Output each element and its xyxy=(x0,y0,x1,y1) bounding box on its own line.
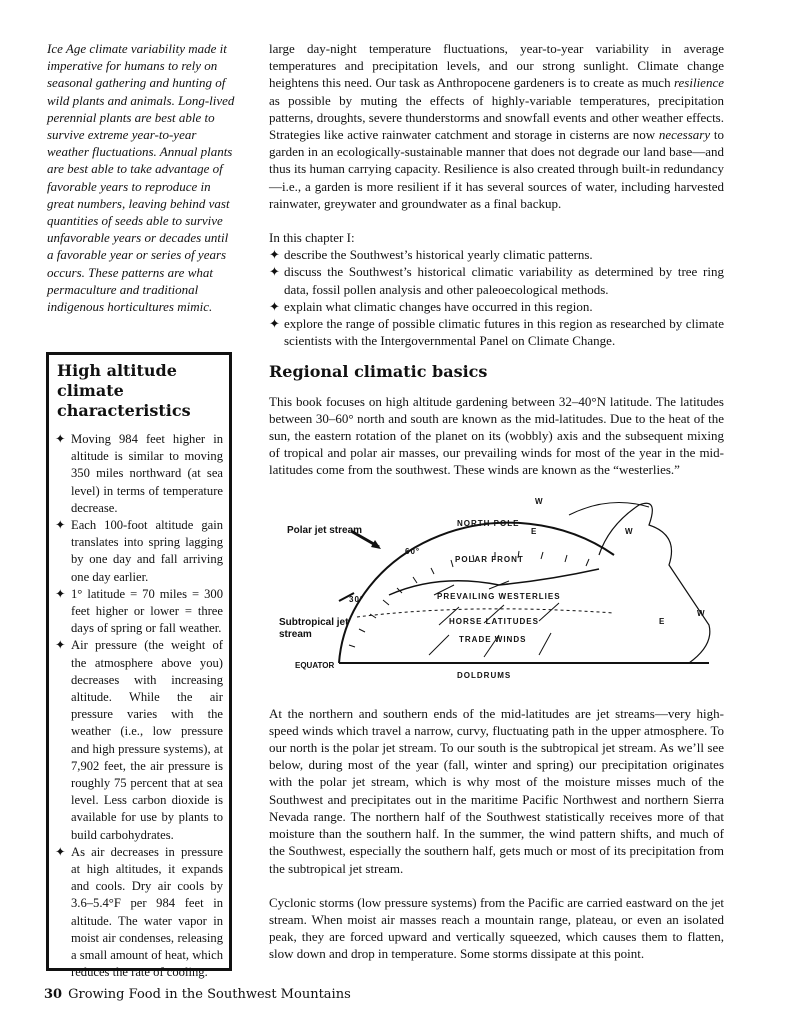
polar-front-label: POLAR FRONT xyxy=(455,554,524,564)
trade-winds-label: TRADE WINDS xyxy=(459,634,527,644)
box-title: High altitude climate characteristics xyxy=(57,361,191,420)
thirty-degree-label: 30° xyxy=(349,594,365,604)
high-altitude-box xyxy=(46,352,232,980)
paragraph: This book focuses on high altitude gardening between 32–40°N latitude. The latitudes between 30–60° north and south are known as the mid-latitudes. Due to the heat of the sun, the eastern rotation of the planet on its (wobbly) axis and the subsequent mixing of tropical and polar air masses, our prevailing winds for most of the year in the mid-latitudes come from the southwest. These winds are known as the “westerlies.” xyxy=(269,393,724,478)
star-bullet-icon: ✦ xyxy=(269,316,280,332)
list-item: ✦ As air decreases in pressure at high altitudes, it expands and cools. Dry air cools by 3.6–5.4°F per 984 feet in altitude. The water vapor in moist air condenses, releasing a small amount of heat, which reduces the rate of cooling. xyxy=(55,844,223,980)
list-item: ✦ describe the Southwest’s historical yearly climatic patterns. xyxy=(269,247,593,263)
horse-latitudes-label: HORSE LATITUDES xyxy=(449,616,539,626)
west-wind-label: W xyxy=(535,496,544,506)
intro-paragraph: large day-night temperature fluctuations, year-to-year variability in average temperatures and precipitation levels, and our strong sunlight. Climate change heightens this need. Our task as Anthropocene gardeners is to create as much resilience as possible by muting the effects of highly-variable temperatures, precipitation patterns, droughts, severe thunderstorms and snowfall events and other weather effects. Strategies like active rainwater catchment and storage in cisterns are now necessary to garden in an ecologically-sustainable manner that does not degrade our land base—and thus its human carrying capacity. Resilience is also created through built-in redundancy—i.e., a garden is more resilient if it has several sources of water, including harvested rainwater, greywater and groundwater as a final backup. xyxy=(269,41,724,211)
westerlies-label: PREVAILING WESTERLIES xyxy=(437,591,561,601)
doldrums-label: DOLDRUMS xyxy=(457,670,512,680)
star-bullet-icon: ✦ xyxy=(269,264,280,280)
list-item: ✦ Each 100-foot altitude gain translates into spring lagging by one day and fall arriving one day earlier. xyxy=(55,518,223,584)
main-column xyxy=(269,40,724,963)
section-title: Regional climatic basics xyxy=(269,362,488,382)
paragraph: At the northern and southern ends of the mid-latitudes are jet streams—very high-speed winds which travel a narrow, curvy, fluctuating path in the upper atmosphere. To our north is the polar jet stream. To our south is the subtropical jet stream. As we’ll see below, during most of the year (fall, winter and spring) our precipitation originates with the polar jet stream, which is why most of the moisture misses much of the Southwest and precipitates out in the maritime Pacific Northwest and northern Sierra Nevada range. The northern half of the Southwest statistically receives more of that moisture than the southern half. In the summer, the wind pattern shifts, and much of the Southwest, especially the southern half, gets much or most of its precipitation from the subtropical jet stream. xyxy=(269,705,724,876)
list-item: ✦ discuss the Southwest’s historical climatic variability as determined by tree ring data, fossil pollen analysis and other paleoecological methods. xyxy=(269,264,724,297)
star-bullet-icon: ✦ xyxy=(269,247,280,263)
list-item: ✦ explore the range of possible climatic futures in this region as researched by climate scientists with the Intergovernmental Panel on Climate Change. xyxy=(269,316,724,349)
star-bullet-icon: ✦ xyxy=(55,638,66,653)
east-wind-label: E xyxy=(659,616,666,626)
star-bullet-icon: ✦ xyxy=(55,432,66,446)
chapter-list xyxy=(269,246,724,349)
page-footer xyxy=(44,987,351,1002)
sidebar-quote: Ice Age climate variability made it imperative for humans to rely on seasonal gathering and hunting of wild plants and animals. Long-lived perennial plants are best able to survive extreme year-to-year weather fluctuations. Annual plants are best able to take advantage of favorable years to reproduce in great numbers, leaving behind vast quantities of seeds able to survive unfavorable years or decades until a favorable year or series of years occurs. These patterns are what permaculture and traditional indigenous horticultures mimic. xyxy=(47,41,235,315)
polar-jet-label: Polar jet stream xyxy=(287,524,363,536)
west-wind-label: W xyxy=(625,526,634,536)
east-wind-label: E xyxy=(531,526,538,536)
west-wind-label: W xyxy=(697,608,706,618)
sixty-degree-label: 60° xyxy=(405,546,421,556)
north-pole-label: NORTH POLE xyxy=(457,518,520,528)
equator-label: EQUATOR xyxy=(295,660,335,670)
book-title: Growing Food in the Southwest Mountains xyxy=(68,987,351,1002)
star-bullet-icon: ✦ xyxy=(269,298,280,314)
list-item: ✦ explain what climatic changes have occurred in this region. xyxy=(269,298,593,314)
list-item: ✦ Air pressure (the weight of the atmosphere above you) decreases with increasing altitude. While the air pressure varies with the weather (i.e., low pressure and high pressure systems), at 7,902 feet, the air pressure is roughly 75 percent that at sea level. Less carbon dioxide is available for use by plants to build carbohydrates. xyxy=(55,638,223,842)
subtropical-jet-label: Subtropical jet stream xyxy=(279,616,349,640)
paragraph: Cyclonic storms (low pressure systems) from the Pacific are carried eastward on the jet stream. When moist air masses reach a mountain range, plateau, or even an isolated peak, they are forced upward and vertically squeezed, which causes them to flatten, slow down and drop in temperature. Some storms dissipate at this point. xyxy=(269,894,724,962)
page-number: 30 xyxy=(44,987,63,1002)
star-bullet-icon: ✦ xyxy=(55,518,66,533)
star-bullet-icon: ✦ xyxy=(55,844,66,859)
list-item: ✦ 1° latitude = 70 miles = 300 feet higher or lower = three days of spring or fall weather. xyxy=(55,586,223,636)
star-bullet-icon: ✦ xyxy=(55,586,66,601)
box-list xyxy=(55,431,229,982)
list-item: ✦ Moving 984 feet higher in altitude is similar to moving 350 miles northward (at sea level) in terms of temperature decrease. xyxy=(55,432,223,515)
wind-diagram xyxy=(269,485,724,695)
chapter-intro: In this chapter I: xyxy=(269,230,355,246)
